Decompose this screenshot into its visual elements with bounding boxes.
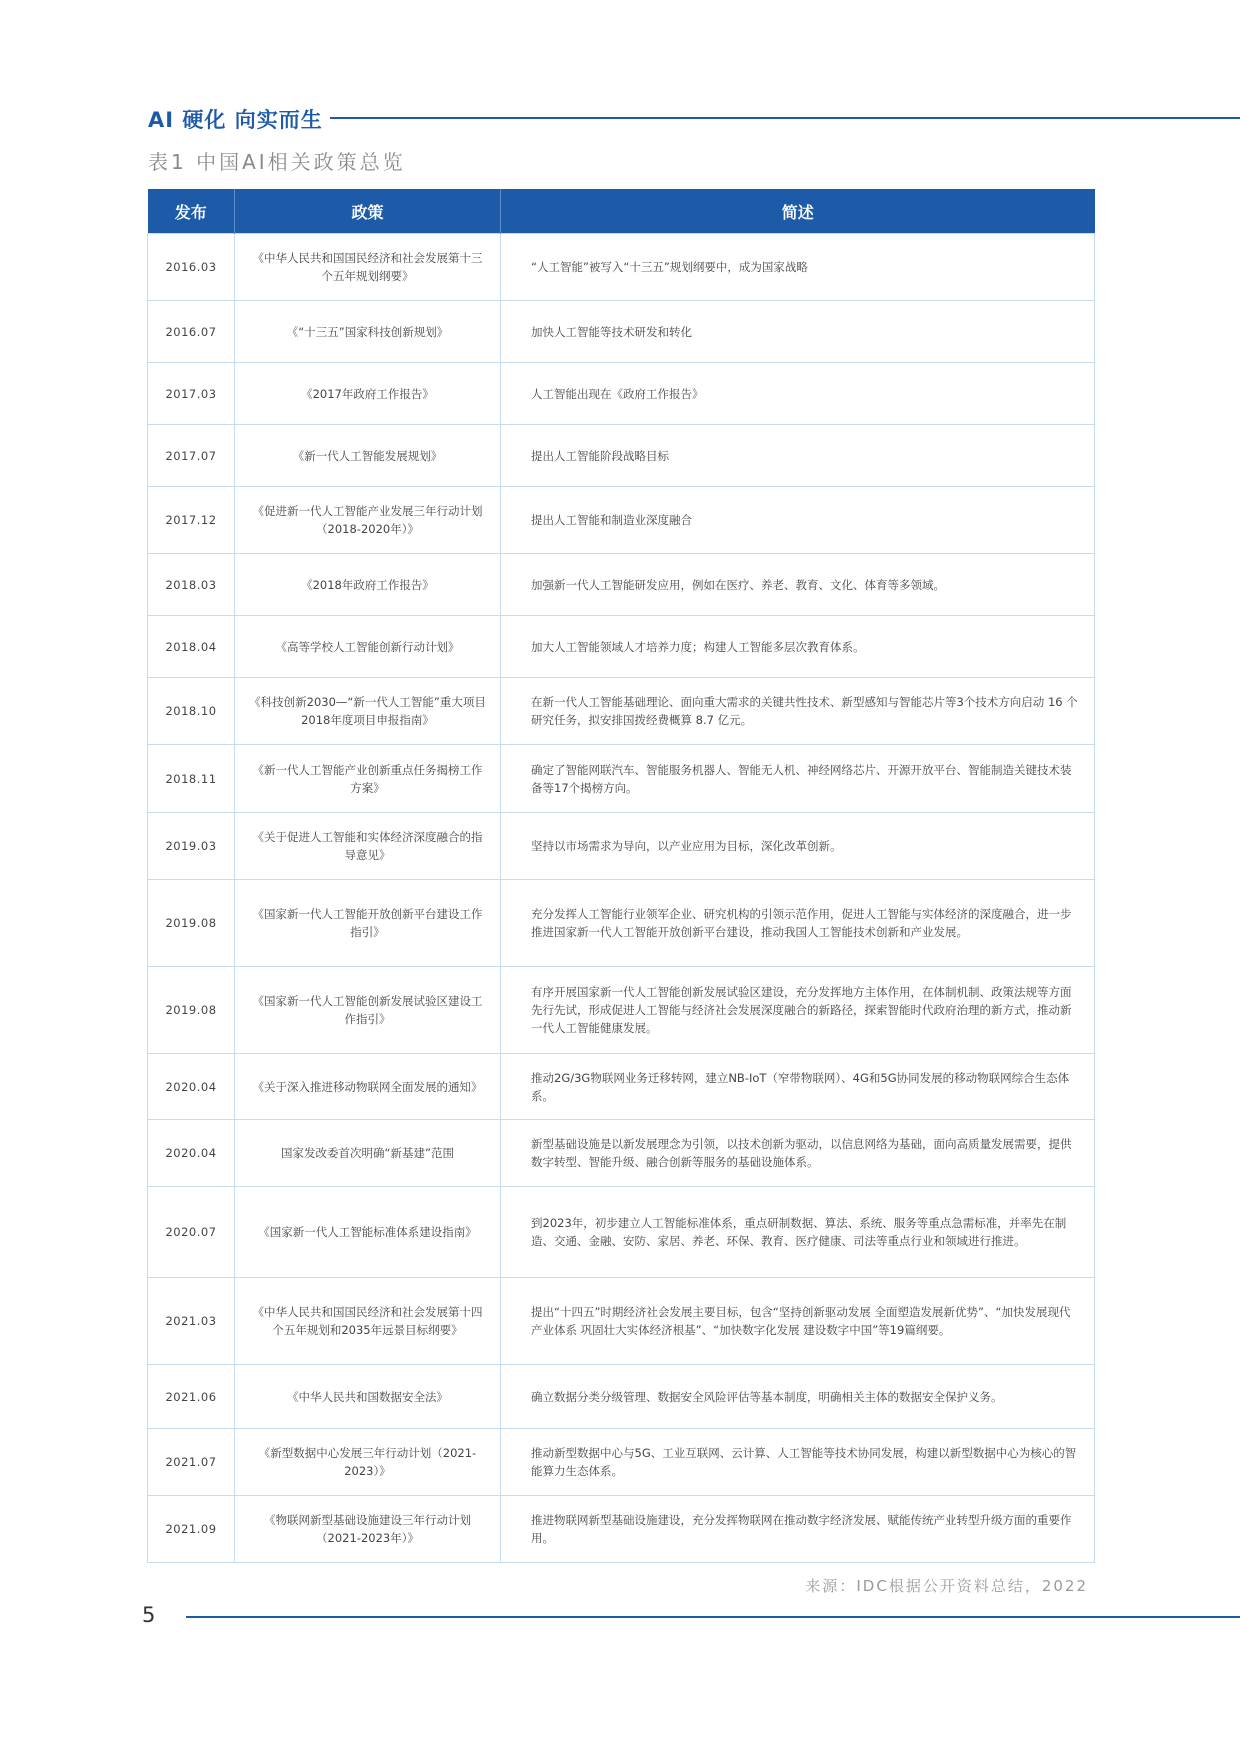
- cell-summary: 加快人工智能等技术研发和转化: [501, 301, 1095, 363]
- cell-policy: 《促进新一代人工智能产业发展三年行动计划（2018-2020年）》: [235, 487, 501, 554]
- table-row: [148, 363, 1095, 425]
- cell-policy: 《物联网新型基础设施建设三年行动计划（2021-2023年）》: [235, 1496, 501, 1563]
- table-row: [148, 1054, 1095, 1120]
- cell-date: 2019.03: [148, 813, 235, 880]
- table-row: [148, 880, 1095, 967]
- cell-date: 2021.03: [148, 1278, 235, 1365]
- table-row: [148, 487, 1095, 554]
- cell-summary: 提出人工智能和制造业深度融合: [501, 487, 1095, 554]
- cell-summary: 推动2G/3G物联网业务迁移转网，建立NB-IoT（窄带物联网）、4G和5G协同发展的移动物联网综合生态体系。: [501, 1054, 1095, 1120]
- column-header-date: 发布: [148, 189, 235, 234]
- cell-date: 2018.04: [148, 616, 235, 678]
- cell-summary: 确立数据分类分级管理、数据安全风险评估等基本制度，明确相关主体的数据安全保护义务。: [501, 1365, 1095, 1429]
- cell-summary: 提出人工智能阶段战略目标: [501, 425, 1095, 487]
- cell-date: 2017.03: [148, 363, 235, 425]
- table-row: [148, 1278, 1095, 1365]
- table-row: [148, 1187, 1095, 1278]
- table-row: [148, 1429, 1095, 1496]
- cell-policy: 《中华人民共和国数据安全法》: [235, 1365, 501, 1429]
- table-row: [148, 301, 1095, 363]
- cell-date: 2018.03: [148, 554, 235, 616]
- cell-date: 2016.07: [148, 301, 235, 363]
- table-row: [148, 1120, 1095, 1187]
- cell-policy: 《新一代人工智能产业创新重点任务揭榜工作方案》: [235, 745, 501, 813]
- cell-date: 2018.10: [148, 678, 235, 745]
- cell-policy: 《高等学校人工智能创新行动计划》: [235, 616, 501, 678]
- table-row: [148, 745, 1095, 813]
- cell-date: 2017.12: [148, 487, 235, 554]
- cell-policy: 《科技创新2030—“新一代人工智能”重大项目2018年度项目申报指南》: [235, 678, 501, 745]
- cell-summary: 加大人工智能领域人才培养力度；构建人工智能多层次教育体系。: [501, 616, 1095, 678]
- footer-divider: [186, 1616, 1240, 1618]
- cell-summary: “人工智能”被写入“十三五”规划纲要中，成为国家战略: [501, 234, 1095, 301]
- policy-table: [147, 189, 1095, 1563]
- cell-policy: 《“十三五”国家科技创新规划》: [235, 301, 501, 363]
- table-row: [148, 616, 1095, 678]
- table-row: [148, 1496, 1095, 1563]
- cell-summary: 到2023年，初步建立人工智能标准体系，重点研制数据、算法、系统、服务等重点急需标准，并率先在制造、交通、金融、安防、家居、养老、环保、教育、医疗健康、司法等重点行业和领域进行推进。: [501, 1187, 1095, 1278]
- cell-date: 2021.06: [148, 1365, 235, 1429]
- cell-policy: 《中华人民共和国国民经济和社会发展第十三个五年规划纲要》: [235, 234, 501, 301]
- cell-summary: 提出“十四五”时期经济社会发展主要目标，包含“坚持创新驱动发展 全面塑造发展新优势”、“加快发展现代产业体系 巩固壮大实体经济根基”、“加快数字化发展 建设数字中国”等19篇纲要。: [501, 1278, 1095, 1365]
- cell-policy: 《新型数据中心发展三年行动计划（2021-2023）》: [235, 1429, 501, 1496]
- cell-policy: 《国家新一代人工智能创新发展试验区建设工作指引》: [235, 967, 501, 1054]
- table-row: [148, 425, 1095, 487]
- cell-date: 2017.07: [148, 425, 235, 487]
- cell-date: 2021.07: [148, 1429, 235, 1496]
- header-divider: [330, 117, 1240, 119]
- cell-summary: 推进物联网新型基础设施建设，充分发挥物联网在推动数字经济发展、赋能传统产业转型升级方面的重要作用。: [501, 1496, 1095, 1563]
- cell-date: 2016.03: [148, 234, 235, 301]
- cell-summary: 加强新一代人工智能研发应用，例如在医疗、养老、教育、文化、体育等多领域。: [501, 554, 1095, 616]
- cell-date: 2019.08: [148, 967, 235, 1054]
- table-row: [148, 678, 1095, 745]
- table-row: [148, 1365, 1095, 1429]
- column-header-policy: 政策: [235, 189, 501, 234]
- table-header-row: [148, 189, 1095, 234]
- cell-policy: 《2017年政府工作报告》: [235, 363, 501, 425]
- cell-date: 2019.08: [148, 880, 235, 967]
- table-caption: 表1 中国AI相关政策总览: [148, 150, 406, 174]
- cell-policy: 《国家新一代人工智能标准体系建设指南》: [235, 1187, 501, 1278]
- cell-date: 2020.04: [148, 1120, 235, 1187]
- cell-summary: 新型基础设施是以新发展理念为引领，以技术创新为驱动，以信息网络为基础，面向高质量发展需要，提供数字转型、智能升级、融合创新等服务的基础设施体系。: [501, 1120, 1095, 1187]
- cell-date: 2020.07: [148, 1187, 235, 1278]
- column-header-summary: 简述: [501, 189, 1095, 234]
- cell-policy: 《关于促进人工智能和实体经济深度融合的指导意见》: [235, 813, 501, 880]
- cell-summary: 人工智能出现在《政府工作报告》: [501, 363, 1095, 425]
- table-row: [148, 234, 1095, 301]
- cell-summary: 有序开展国家新一代人工智能创新发展试验区建设，充分发挥地方主体作用，在体制机制、政策法规等方面先行先试，形成促进人工智能与经济社会发展深度融合的新路径，探索智能时代政府治理的新方式，推动新一代人工智能健康发展。: [501, 967, 1095, 1054]
- cell-policy: 《国家新一代人工智能开放创新平台建设工作指引》: [235, 880, 501, 967]
- table-row: [148, 813, 1095, 880]
- cell-summary: 坚持以市场需求为导向，以产业应用为目标，深化改革创新。: [501, 813, 1095, 880]
- cell-date: 2018.11: [148, 745, 235, 813]
- cell-policy: 《新一代人工智能发展规划》: [235, 425, 501, 487]
- cell-policy: 国家发改委首次明确“新基建”范围: [235, 1120, 501, 1187]
- cell-summary: 在新一代人工智能基础理论、面向重大需求的关键共性技术、新型感知与智能芯片等3个技术方向启动 16 个研究任务，拟安排国拨经费概算 8.7 亿元。: [501, 678, 1095, 745]
- cell-date: 2021.09: [148, 1496, 235, 1563]
- policy-table-container: [147, 189, 1094, 1563]
- cell-summary: 推动新型数据中心与5G、工业互联网、云计算、人工智能等技术协同发展，构建以新型数据中心为核心的智能算力生态体系。: [501, 1429, 1095, 1496]
- table-row: [148, 554, 1095, 616]
- cell-policy: 《2018年政府工作报告》: [235, 554, 501, 616]
- cell-policy: 《关于深入推进移动物联网全面发展的通知》: [235, 1054, 501, 1120]
- cell-date: 2020.04: [148, 1054, 235, 1120]
- cell-summary: 充分发挥人工智能行业领军企业、研究机构的引领示范作用，促进人工智能与实体经济的深度融合，进一步推进国家新一代人工智能开放创新平台建设，推动我国人工智能技术创新和产业发展。: [501, 880, 1095, 967]
- table-row: [148, 967, 1095, 1054]
- page-number: 5: [142, 1603, 156, 1627]
- cell-summary: 确定了智能网联汽车、智能服务机器人、智能无人机、神经网络芯片、开源开放平台、智能制造关键技术装备等17个揭榜方向。: [501, 745, 1095, 813]
- source-note: 来源：IDC根据公开资料总结，2022: [805, 1577, 1088, 1595]
- cell-policy: 《中华人民共和国国民经济和社会发展第十四个五年规划和2035年远景目标纲要》: [235, 1278, 501, 1365]
- header-title: AI 硬化 向实而生: [148, 108, 323, 132]
